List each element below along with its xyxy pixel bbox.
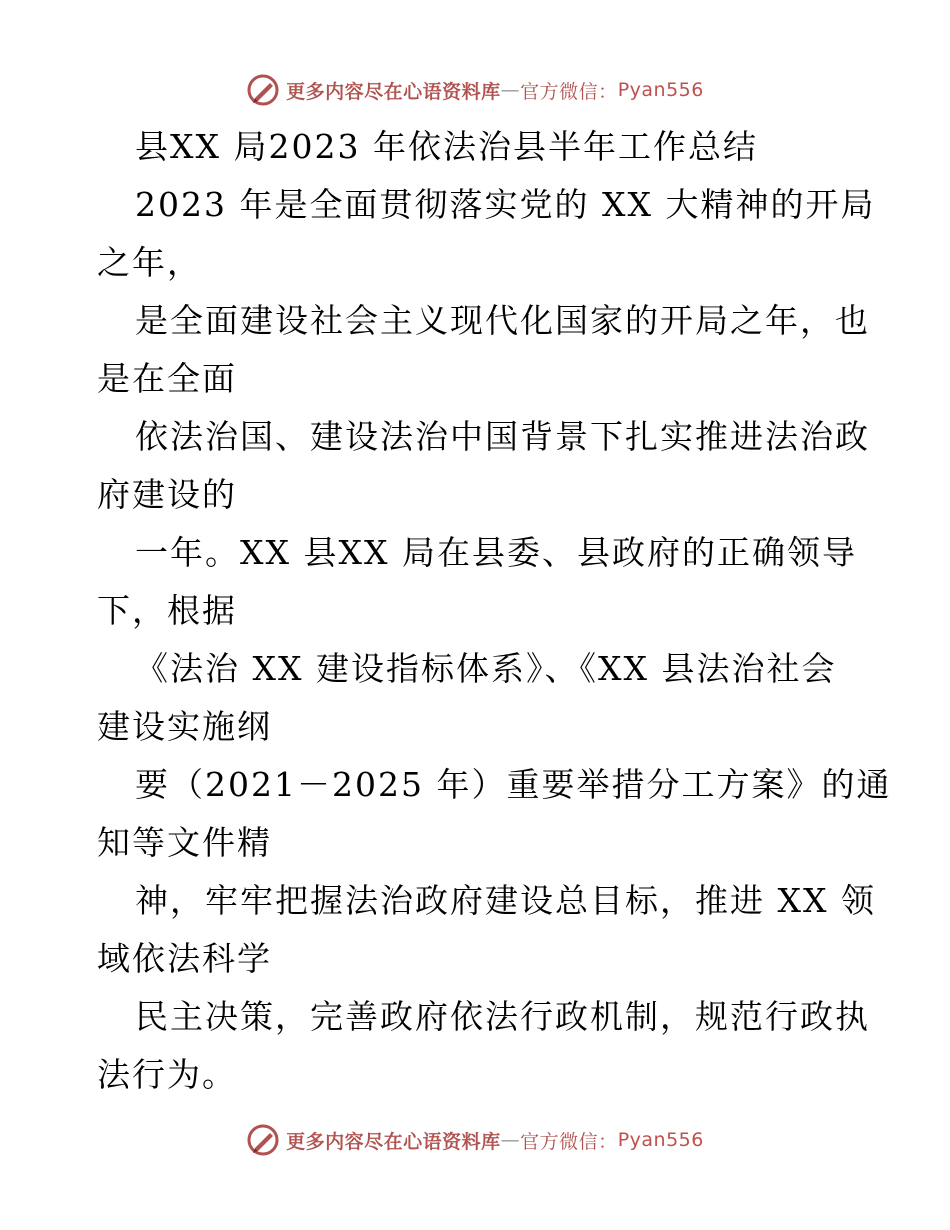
text-line: 神，牢牢把握法治政府建设总目标，推进 XX 领 [135, 881, 876, 920]
text-line: 下，根据 [97, 591, 237, 630]
text-line: 域依法科学 [97, 939, 272, 978]
banner-main-text: 更多内容尽在心语资料库 [286, 80, 501, 103]
banner-wechat-label: 官方微信： [520, 80, 618, 103]
text-line: 民主决策，完善政府依法行政机制，规范行政执 [135, 997, 870, 1036]
banner-wechat-id: Pyan556 [617, 79, 704, 101]
text-line: 建设实施纲 [97, 707, 272, 746]
text-line: 法行为。 [97, 1055, 237, 1094]
banner-dash: — [500, 1129, 521, 1151]
text-line: 是在全面 [97, 359, 237, 398]
document-title: 县XX 局2023 年依法治县半年工作总结 [135, 127, 758, 166]
text-line: 《法治 XX 建设指标体系》、《XX 县法治社会 [135, 649, 837, 688]
text-line: 府建设的 [97, 475, 237, 514]
pen-logo-icon [246, 73, 280, 107]
header-banner [0, 70, 950, 110]
banner-wechat-id: Pyan556 [617, 1129, 704, 1151]
text-line: 一年。XX 县XX 局在县委、县政府的正确领导 [135, 533, 857, 572]
banner-wechat-label: 官方微信： [520, 1130, 618, 1153]
text-line: 之年， [97, 243, 202, 282]
banner-main-text: 更多内容尽在心语资料库 [286, 1130, 501, 1153]
document-body [97, 118, 892, 1104]
text-line: 依法治国、建设法治中国背景下扎实推进法治政 [135, 417, 870, 456]
banner-dash: — [500, 79, 521, 101]
text-line: 知等文件精 [97, 823, 272, 862]
text-line: 2023 年是全面贯彻落实党的 XX 大精神的开局 [135, 185, 876, 224]
text-line: 要（2021－2025 年）重要举措分工方案》的通 [135, 765, 892, 804]
pen-logo-icon [246, 1123, 280, 1157]
text-line: 是全面建设社会主义现代化国家的开局之年，也 [135, 301, 870, 340]
footer-banner [0, 1120, 950, 1160]
